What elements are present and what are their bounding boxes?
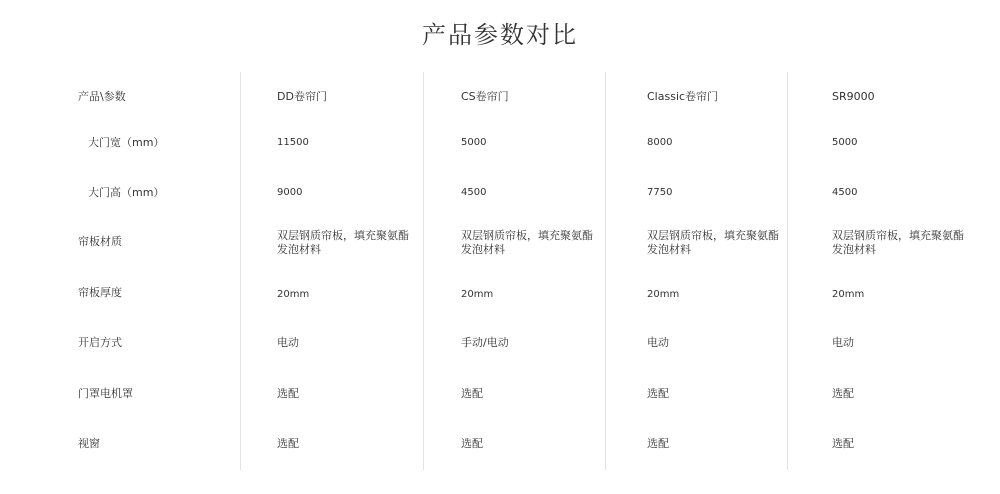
table-cell: 双层钢质帘板，填充聚氨酯发泡材料 [461,229,593,256]
table-cell: 手动/电动 [461,336,509,349]
table-cell: 电动 [277,336,299,349]
header-cell-cs: CS卷帘门 [461,90,509,103]
table-cell: 4500 [461,187,487,198]
header-cell-product-param: 产品\参数 [78,90,126,103]
column-divider [787,72,788,470]
table-cell: 选配 [277,387,299,400]
row-label: 大门宽（mm） [88,136,165,149]
table-cell: 选配 [277,437,299,450]
row-label: 大门高（mm） [88,186,165,199]
table-cell: 选配 [461,387,483,400]
table-cell: 11500 [277,137,309,148]
table-row [0,286,1000,306]
header-cell-sr9000: SR9000 [832,90,875,103]
table-row [0,186,1000,206]
column-divider [423,72,424,470]
table-cell: 选配 [832,387,854,400]
table-row [0,437,1000,457]
table-cell: 双层钢质帘板，填充聚氨酯发泡材料 [277,229,409,256]
table-row [0,336,1000,356]
row-label: 视窗 [78,437,100,450]
table-cell: 5000 [832,137,858,148]
table-row [0,387,1000,407]
table-cell: 电动 [647,336,669,349]
row-label: 帘板厚度 [78,286,122,299]
table-cell: 20mm [832,289,865,300]
table-cell: 5000 [461,137,487,148]
table-cell: 9000 [277,187,303,198]
header-cell-dd: DD卷帘门 [277,90,327,103]
column-divider [605,72,606,470]
row-label: 帘板材质 [78,235,122,248]
comparison-table [0,72,1000,470]
table-cell: 选配 [832,437,854,450]
table-cell: 选配 [461,437,483,450]
table-row [0,136,1000,156]
table-cell: 双层钢质帘板，填充聚氨酯发泡材料 [832,229,964,256]
page-title: 产品参数对比 [422,21,578,49]
column-divider [240,72,241,470]
table-row [0,229,1000,256]
table-header-row [0,90,1000,110]
table-cell: 选配 [647,387,669,400]
header-cell-classic: Classic卷帘门 [647,90,719,103]
row-label: 开启方式 [78,336,122,349]
row-label: 门罩电机罩 [78,387,133,400]
table-cell: 双层钢质帘板，填充聚氨酯发泡材料 [647,229,779,256]
table-cell: 20mm [461,289,494,300]
table-cell: 20mm [277,289,310,300]
table-cell: 20mm [647,289,680,300]
table-cell: 8000 [647,137,673,148]
table-cell: 7750 [647,187,673,198]
table-cell: 4500 [832,187,858,198]
table-cell: 选配 [647,437,669,450]
table-cell: 电动 [832,336,854,349]
